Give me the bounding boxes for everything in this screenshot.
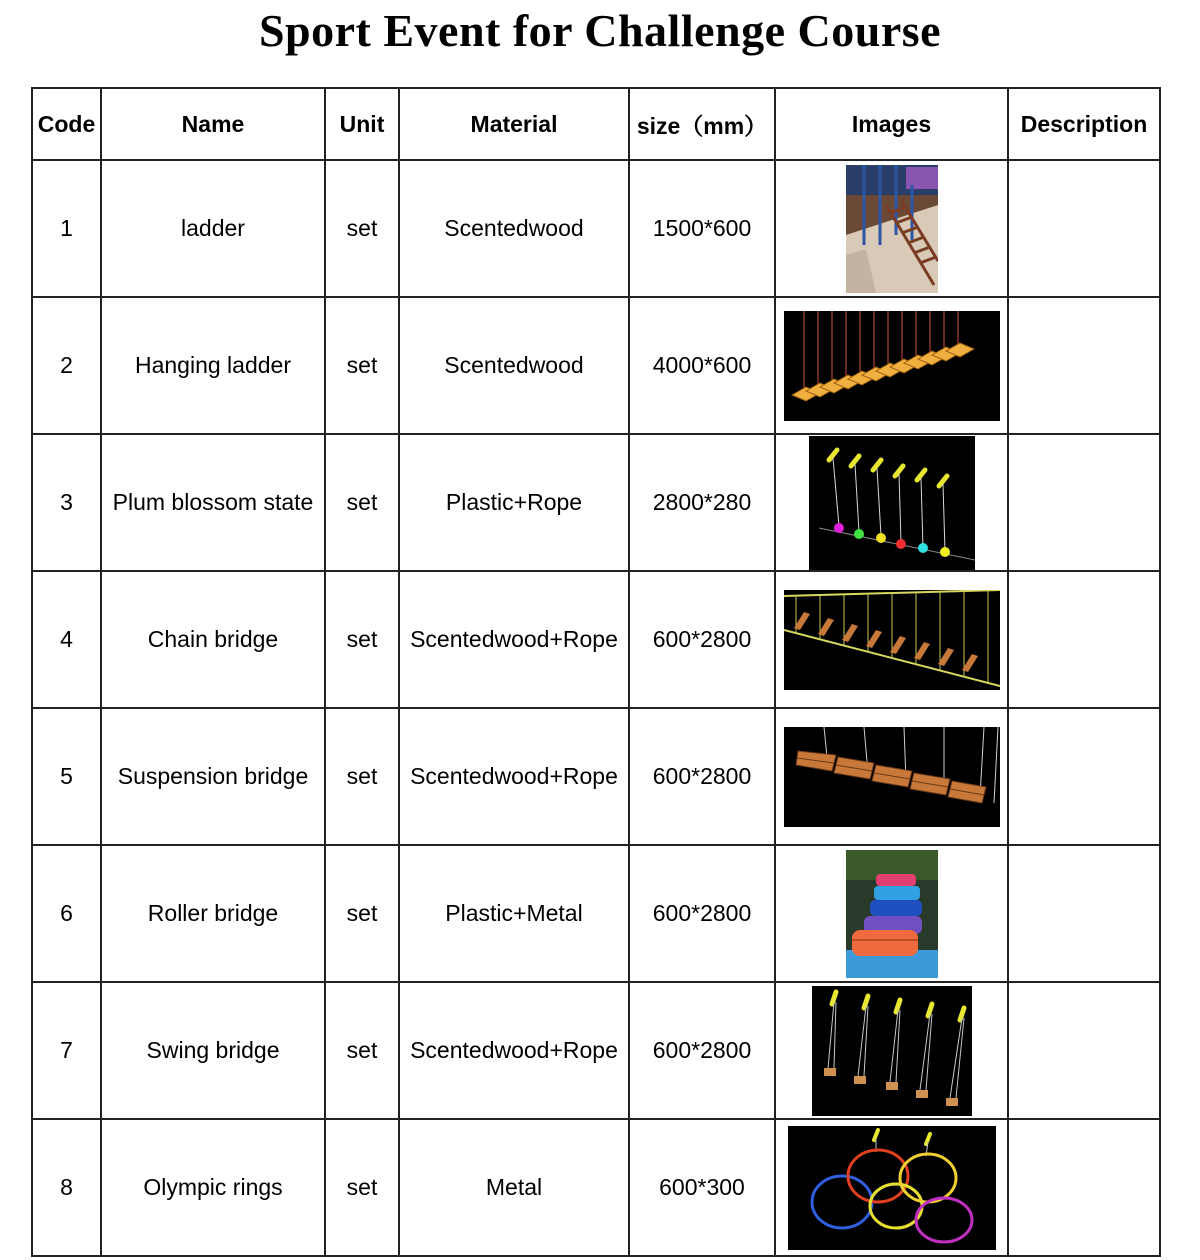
cell-name: Hanging ladder — [101, 297, 325, 434]
cell-description — [1008, 571, 1160, 708]
cell-code: 4 — [32, 571, 101, 708]
cell-material: Scentedwood+Rope — [399, 982, 629, 1119]
cell-image — [775, 571, 1008, 708]
cell-unit: set — [325, 982, 399, 1119]
ladder-image — [846, 165, 938, 293]
cell-description — [1008, 845, 1160, 982]
plum-blossom-image — [809, 436, 975, 570]
cell-size: 600*2800 — [629, 982, 775, 1119]
cell-material: Scentedwood+Rope — [399, 571, 629, 708]
table-row — [32, 160, 1160, 297]
chain-bridge-image — [784, 590, 1000, 690]
cell-size: 600*300 — [629, 1119, 775, 1256]
cell-material: Metal — [399, 1119, 629, 1256]
cell-name: Roller bridge — [101, 845, 325, 982]
cell-image — [775, 160, 1008, 297]
cell-image — [775, 434, 1008, 571]
cell-material: Scentedwood+Rope — [399, 708, 629, 845]
cell-size: 600*2800 — [629, 845, 775, 982]
cell-unit: set — [325, 708, 399, 845]
table-row — [32, 1119, 1160, 1256]
table-row — [32, 571, 1160, 708]
olympic-rings-image — [788, 1126, 996, 1250]
table-row — [32, 982, 1160, 1119]
swing-bridge-image — [812, 986, 972, 1116]
cell-description — [1008, 708, 1160, 845]
table-row — [32, 434, 1160, 571]
cell-unit: set — [325, 571, 399, 708]
suspension-bridge-image — [784, 727, 1000, 827]
header-code: Code — [32, 88, 101, 160]
cell-size: 600*2800 — [629, 708, 775, 845]
cell-image — [775, 1119, 1008, 1256]
cell-unit: set — [325, 1119, 399, 1256]
page-title: Sport Event for Challenge Course — [258, 5, 942, 56]
cell-code: 1 — [32, 160, 101, 297]
header-name: Name — [101, 88, 325, 160]
cell-name: Plum blossom state — [101, 434, 325, 571]
header-description: Description — [1008, 88, 1160, 160]
cell-name: Suspension bridge — [101, 708, 325, 845]
table-header-row — [32, 88, 1160, 160]
cell-description — [1008, 297, 1160, 434]
cell-code: 2 — [32, 297, 101, 434]
cell-material: Scentedwood — [399, 160, 629, 297]
cell-size: 4000*600 — [629, 297, 775, 434]
cell-description — [1008, 1119, 1160, 1256]
cell-size: 2800*280 — [629, 434, 775, 571]
cell-size: 600*2800 — [629, 571, 775, 708]
header-size: size（mm） — [629, 88, 775, 160]
cell-image — [775, 845, 1008, 982]
cell-name: ladder — [101, 160, 325, 297]
cell-code: 3 — [32, 434, 101, 571]
cell-name: Swing bridge — [101, 982, 325, 1119]
cell-unit: set — [325, 297, 399, 434]
cell-description — [1008, 160, 1160, 297]
cell-image — [775, 297, 1008, 434]
table-row — [32, 845, 1160, 982]
cell-size: 1500*600 — [629, 160, 775, 297]
cell-image — [775, 982, 1008, 1119]
header-unit: Unit — [325, 88, 399, 160]
cell-code: 8 — [32, 1119, 101, 1256]
table-row — [32, 297, 1160, 434]
hanging-ladder-image — [784, 311, 1000, 421]
cell-code: 6 — [32, 845, 101, 982]
cell-code: 5 — [32, 708, 101, 845]
cell-material: Plastic+Metal — [399, 845, 629, 982]
header-material: Material — [399, 88, 629, 160]
header-images: Images — [775, 88, 1008, 160]
table-row — [32, 708, 1160, 845]
cell-material: Plastic+Rope — [399, 434, 629, 571]
cell-material: Scentedwood — [399, 297, 629, 434]
cell-name: Chain bridge — [101, 571, 325, 708]
cell-code: 7 — [32, 982, 101, 1119]
cell-unit: set — [325, 160, 399, 297]
cell-name: Olympic rings — [101, 1119, 325, 1256]
cell-unit: set — [325, 434, 399, 571]
cell-unit: set — [325, 845, 399, 982]
cell-image — [775, 708, 1008, 845]
roller-bridge-image — [846, 850, 938, 978]
product-table — [31, 87, 1161, 1257]
cell-description — [1008, 434, 1160, 571]
cell-description — [1008, 982, 1160, 1119]
